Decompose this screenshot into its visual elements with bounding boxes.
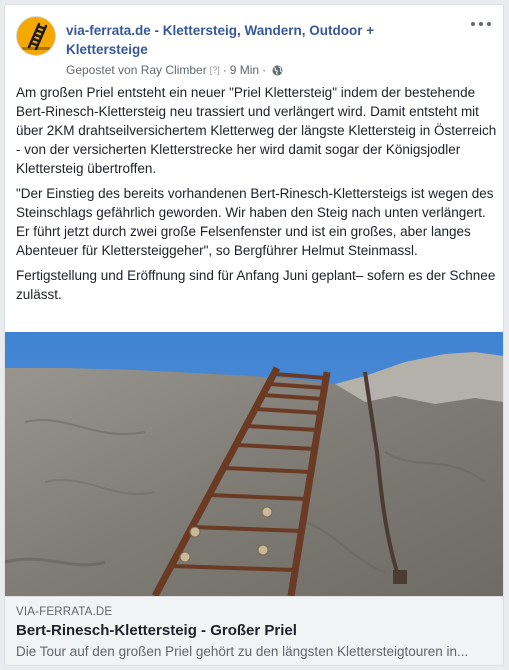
post-meta — [66, 63, 283, 77]
ladder-photo — [5, 332, 503, 596]
post-paragraph: Fertigstellung und Eröffnung sind für Anfang Juni geplant– sofern es der Schnee zulässt. — [16, 268, 496, 302]
post-card — [4, 4, 504, 666]
meta-separator: · — [222, 63, 227, 77]
post-timestamp[interactable]: 9 Min — [229, 63, 260, 77]
ellipsis-icon — [479, 22, 483, 26]
link-preview-box[interactable] — [5, 596, 503, 666]
post-body — [16, 83, 498, 310]
meta-separator: · — [262, 63, 267, 77]
ladder-logo-icon — [17, 17, 55, 55]
posted-by-text: Gepostet von Ray Climber — [66, 63, 207, 77]
link-preview-image[interactable] — [5, 332, 503, 596]
ellipsis-icon — [471, 22, 475, 26]
help-marker[interactable]: [?] — [209, 65, 220, 75]
link-description: Die Tour auf den großen Priel gehört zu den längsten Klettersteigtouren in... — [16, 644, 469, 659]
more-options-button[interactable] — [471, 17, 493, 31]
page-name-link[interactable]: via-ferrata.de - Klettersteig, Wandern, Outdoor + Klettersteige — [66, 23, 375, 57]
globe-icon[interactable] — [272, 65, 283, 76]
post-paragraph: Am großen Priel entsteht ein neuer "Priel Klettersteig" indem der bestehende Bert-Rinesch-Klettersteig neu trassiert und verlängert wird. Damit entsteht mit über 2KM drahtseilversichertem Kletterweg der längste Klettersteig in Österreich - von der versicherten Kletterstrecke her wird damit sogar der Königsjodler Klettersteig übertroffen. — [16, 85, 497, 176]
page-avatar[interactable] — [16, 16, 56, 56]
post-header — [5, 5, 503, 75]
ellipsis-icon — [487, 22, 491, 26]
link-title[interactable]: Bert-Rinesch-Klettersteig - Großer Priel — [16, 622, 297, 639]
post-paragraph: "Der Einstieg des bereits vorhandenen Bert-Rinesch-Klettersteigs ist wegen des Steinschlags gefährlich geworden. Wir haben den Steig nach unten verlängert. Er führt jetzt durch zwei große Felsenfenster und ist ein großes, aber langes Abenteuer für Klettersteiggeher", so Bergführer Helmut Steinmassl. — [16, 186, 494, 258]
link-domain: VIA-FERRATA.DE — [16, 606, 113, 618]
